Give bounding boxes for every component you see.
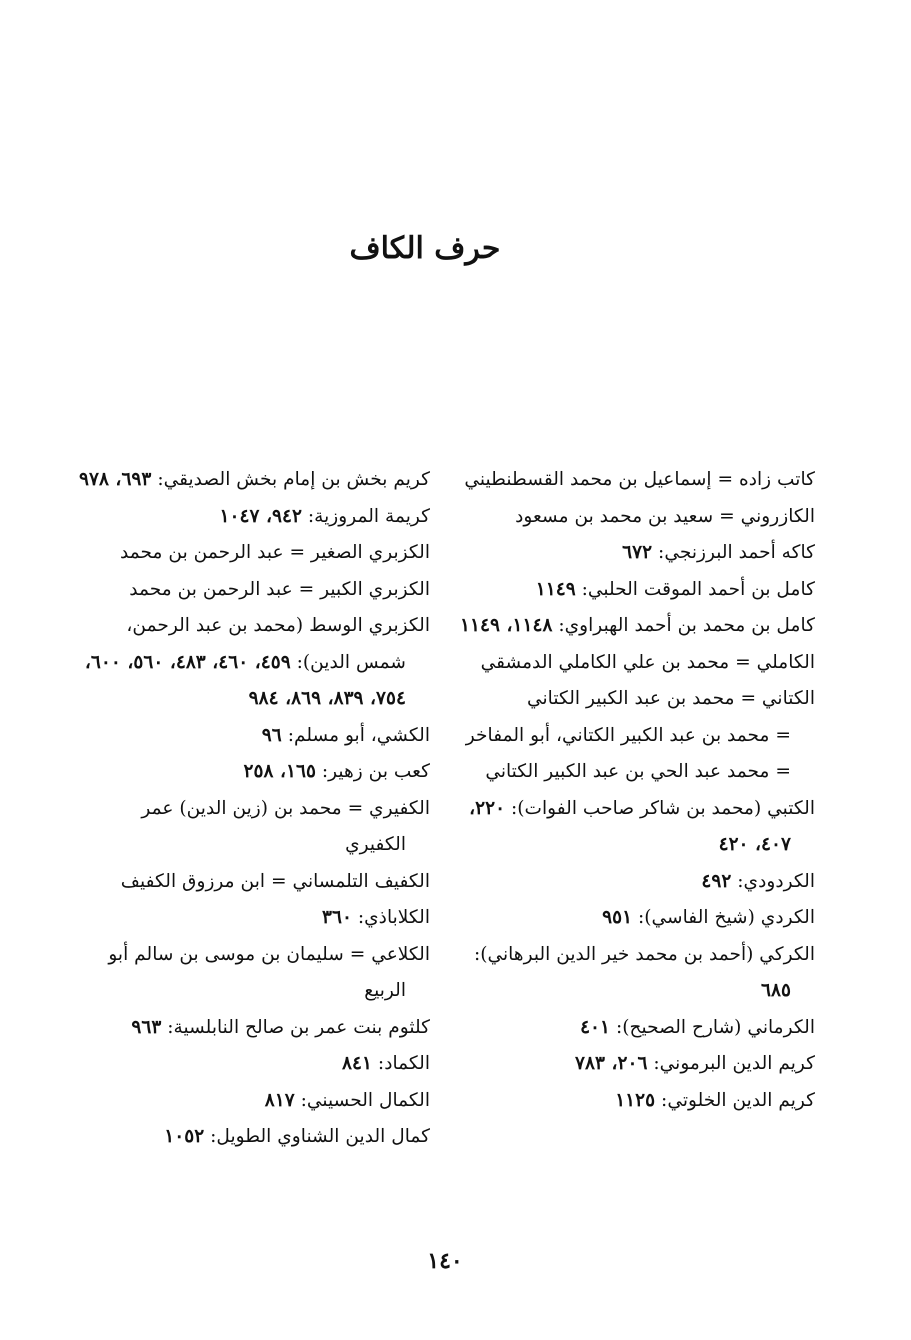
index-entry: الكتبي (محمد بن شاكر صاحب الفوات): ٢٢٠، ٤٠٧، ٤٢٠ xyxy=(469,797,815,855)
index-entry: كاتب زاده = إسماعيل بن محمد القسطنطيني xyxy=(464,469,815,490)
index-entry: الكفيف التلمساني = ابن مرزوق الكفيف xyxy=(120,870,430,892)
index-entry: الكازروني = سعيد بن محمد بن مسعود xyxy=(515,505,815,527)
index-entry: كريم الدين الخلوتي: ١١٢٥ xyxy=(615,1089,815,1111)
index-entry: كعب بن زهير: ١٦٥، ٢٥٨ xyxy=(243,761,430,782)
index-entry: = محمد عبد الحي بن عبد الكبير الكتاني xyxy=(485,761,791,782)
index-entry: كلثوم بنت عمر بن صالح النابلسية: ٩٦٣ xyxy=(131,1016,430,1038)
index-entry: الكفيري = محمد بن (زين الدين) عمر الكفيري xyxy=(141,797,430,855)
index-entry: كمال الدين الشناوي الطويل: ١٠٥٢ xyxy=(164,1126,430,1147)
index-entry: الكزبري الوسط (محمد بن عبد الرحمن، شمس الدين): ٤٥٩، ٤٦٠، ٤٨٣، ٥٦٠، ٦٠٠، ٧٥٤، ٨٣٩، ٨٦٩، ٩٨٤ xyxy=(84,615,430,709)
index-entry: الكشي، أبو مسلم: ٩٦ xyxy=(261,724,430,746)
index-entry: الكتاني = محمد بن عبد الكبير الكتاني xyxy=(527,688,815,709)
index-entry: كريمة المروزية: ٩٤٢، ١٠٤٧ xyxy=(219,505,430,527)
index-entry: الكردي (شيخ الفاسي): ٩٥١ xyxy=(602,907,815,928)
index-entry: = محمد بن عبد الكبير الكتاني، أبو المفاخر xyxy=(465,724,791,746)
index-entry: الكمال الحسيني: ٨١٧ xyxy=(264,1089,430,1111)
index-entry: الكلاباذي: ٣٦٠ xyxy=(321,907,430,928)
index-entry: كريم الدين البرموني: ٢٠٦، ٧٨٣ xyxy=(575,1053,815,1074)
index-entry: الكردودي: ٤٩٢ xyxy=(701,870,815,892)
index-column-right xyxy=(460,462,815,1119)
index-entry: كامل بن محمد بن أحمد الهبراوي: ١١٤٨، ١١٤٩ xyxy=(460,615,815,636)
chapter-title: حرف الكاف xyxy=(349,231,501,266)
index-entry: الكزبري الكبير = عبد الرحمن بن محمد xyxy=(129,578,430,600)
index-entry: الكرماني (شارح الصحيح): ٤٠١ xyxy=(580,1016,815,1038)
index-entry: كاكه أحمد البرزنجي: ٦٧٢ xyxy=(622,542,815,563)
index-column-left xyxy=(75,462,430,1156)
index-entry: الكركي (أحمد بن محمد خير الدين البرهاني): ٦٨٥ xyxy=(473,943,815,1001)
index-entry: الكزبري الصغير = عبد الرحمن بن محمد xyxy=(120,542,430,563)
index-entry: الكماد: ٨٤١ xyxy=(342,1053,430,1074)
index-entry: كريم بخش بن إمام بخش الصديقي: ٦٩٣، ٩٧٨ xyxy=(78,469,430,490)
page-number: ١٤٠ xyxy=(427,1248,463,1274)
index-entry: كامل بن أحمد الموقت الحلبي: ١١٤٩ xyxy=(535,578,815,600)
index-entry: الكلاعي = سليمان بن موسى بن سالم أبو الربيع xyxy=(108,943,430,1001)
index-entry: الكاملي = محمد بن علي الكاملي الدمشقي xyxy=(480,651,815,673)
